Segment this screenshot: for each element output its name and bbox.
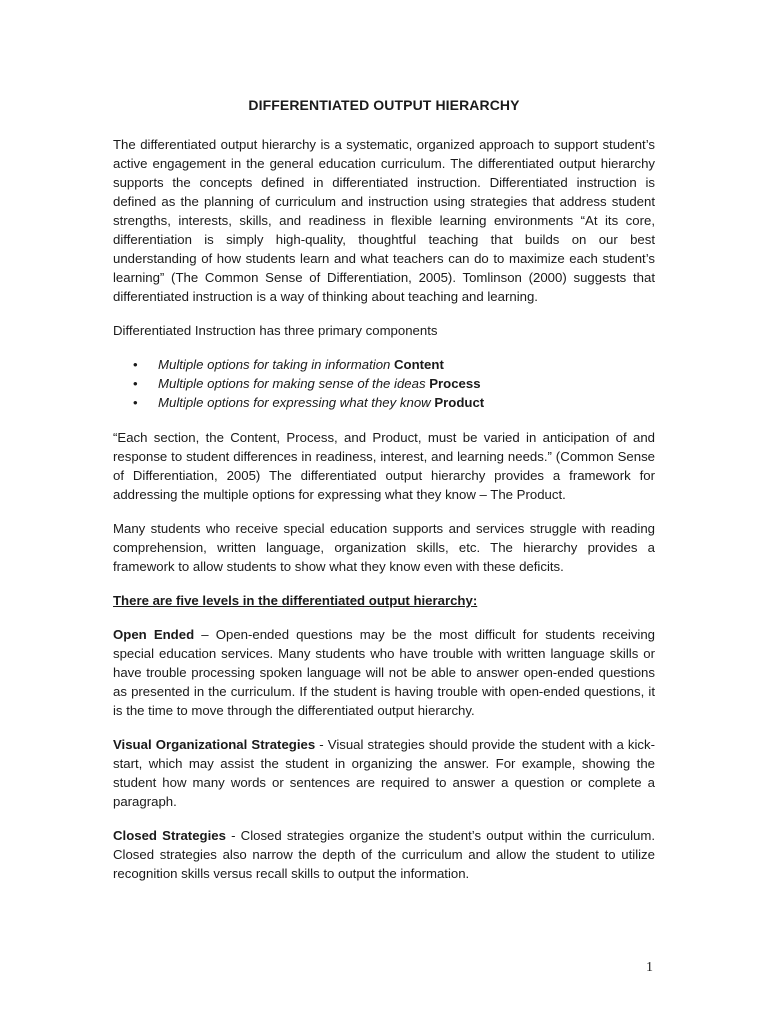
component-label: Process	[429, 376, 481, 391]
components-list	[113, 355, 655, 412]
document-body	[113, 96, 655, 898]
component-label: Content	[394, 357, 444, 372]
level-separator: -	[315, 737, 328, 752]
page-number: 1	[646, 960, 653, 975]
level-term: Closed Strategies	[113, 828, 226, 843]
component-text: Multiple options for taking in information	[158, 357, 395, 372]
level-description: Closed strategies organize the student’s output within the curriculum. Closed strategies also narrow the depth of the curriculum and allow the student to utilize recognition skills versus recall skills to output the information.	[113, 828, 655, 881]
document-title: DIFFERENTIATED OUTPUT HIERARCHY	[248, 97, 520, 113]
components-intro: Differentiated Instruction has three primary components	[113, 323, 438, 338]
level-open-ended	[113, 625, 655, 720]
component-text: Multiple options for expressing what they know	[158, 395, 435, 410]
list-item	[113, 355, 655, 374]
bullet-icon: •	[133, 376, 138, 391]
level-visual-organizational	[113, 735, 655, 811]
bullet-icon: •	[133, 395, 138, 410]
level-closed-strategies	[113, 826, 655, 883]
quote-paragraph: “Each section, the Content, Process, and Product, must be varied in anticipation of and response to student differences in readiness, interest, and learning needs.” (Common Sense of Differentiation, 2005) The differentiated output hierarchy provides a framework for addressing the multiple options for expressing what they know – The Product.	[113, 430, 655, 502]
list-item	[113, 374, 655, 393]
levels-heading: There are five levels in the differentiated output hierarchy:	[113, 593, 478, 608]
level-separator: -	[225, 828, 241, 843]
level-description: Visual strategies should provide the student with a kick-start, which may assist the student in organizing the answer. For example, showing the student how many words or sentences are required to answer a question or complete a paragraph.	[113, 737, 655, 809]
component-text: Multiple options for making sense of the ideas	[158, 376, 430, 391]
level-separator: –	[194, 627, 216, 642]
list-item	[113, 393, 655, 412]
bullet-icon: •	[133, 357, 138, 372]
level-term: Open Ended	[113, 627, 195, 642]
level-description: Open-ended questions may be the most difficult for students receiving special education services. Many students who have trouble with written language skills or have trouble processing spoken language will not be able to answer open-ended questions as presented in the curriculum. If the student is having trouble with open-ended questions, it is the time to move through the differentiated output hierarchy.	[113, 627, 655, 718]
students-paragraph: Many students who receive special education supports and services struggle with reading comprehension, written language, organization skills, etc. The hierarchy provides a framework to allow students to show what they know even with these deficits.	[113, 521, 655, 574]
level-term: Visual Organizational Strategies	[113, 737, 316, 752]
intro-paragraph: The differentiated output hierarchy is a systematic, organized approach to support student’s active engagement in the general education curriculum. The differentiated output hierarchy supports the concepts defined in differentiated instruction. Differentiated instruction is defined as the planning of curriculum and instruction using strategies that address student strengths, interests, skills, and readiness in flexible learning environments “At its core, differentiation is simply high-quality, thoughtful teaching that builds on our best understanding of how students learn and what teachers can do to maximize each student’s learning” (The Common Sense of Differentiation, 2005). Tomlinson (2000) suggests that differentiated instruction is a way of thinking about teaching and learning.	[113, 137, 655, 304]
component-label: Product	[434, 395, 485, 410]
